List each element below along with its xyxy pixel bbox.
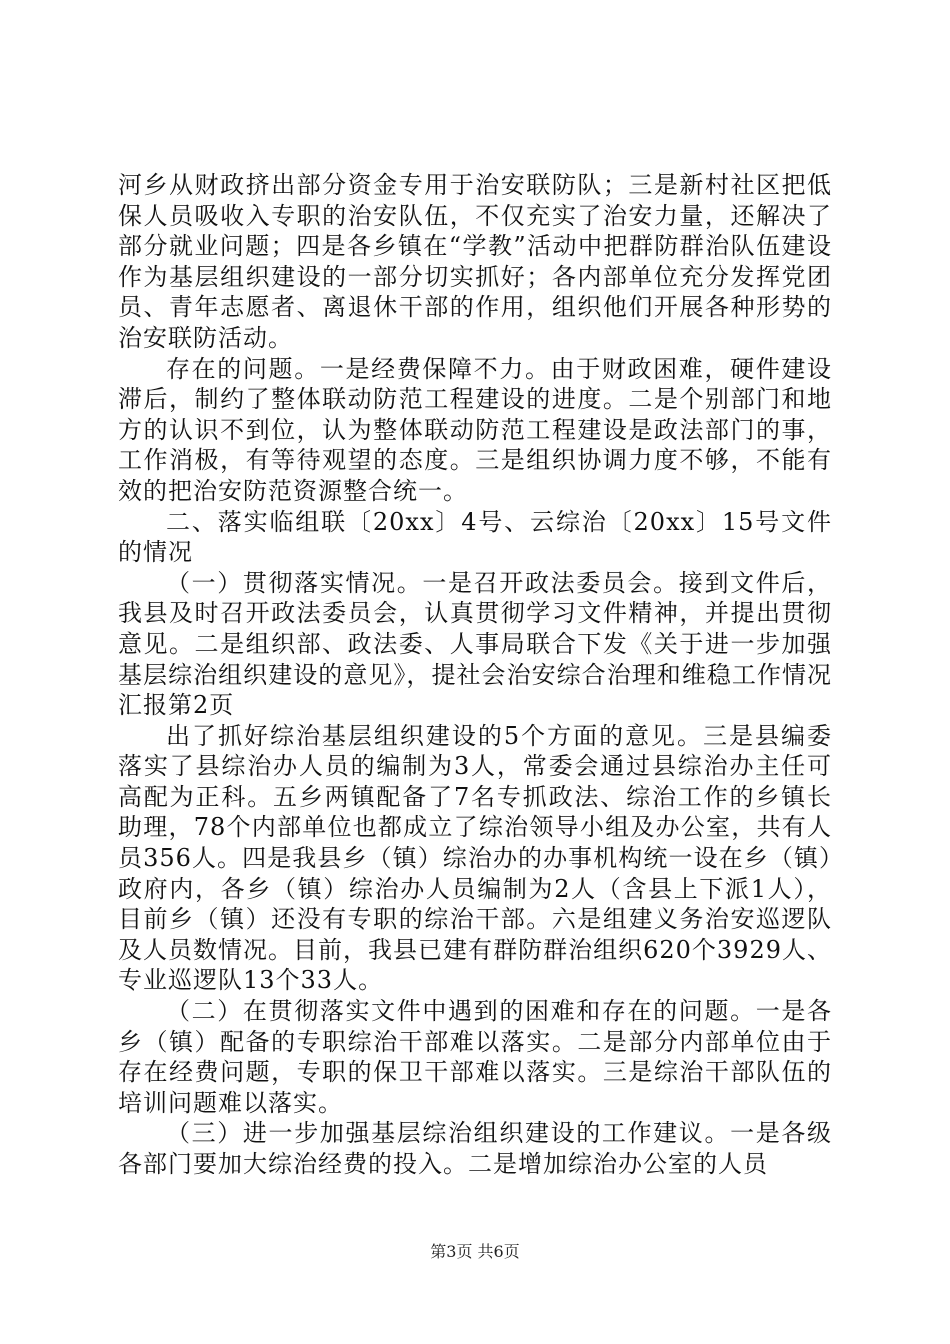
paragraph: （一）贯彻落实情况。一是召开政法委员会。接到文件后，我县及时召开政法委员会，认真贯彻学习文件精神，并提出贯彻意见。二是组织部、政法委、人事局联合下发《关于进一步加强基层综治组织建设的意见》，提社会治安综合治理和维稳工作情况汇报第2页 (118, 568, 832, 720)
document-body (118, 170, 832, 1180)
page-number-footer: 第3页 共6页 (430, 1242, 520, 1261)
paragraph: 存在的问题。一是经费保障不力。由于财政困难，硬件建设滞后，制约了整体联动防范工程建设的进度。二是个别部门和地方的认识不到位，认为整体联动防范工程建设是政法部门的事，工作消极，有等待观望的态度。三是组织协调力度不够，不能有效的把治安防范资源整合统一。 (118, 354, 832, 505)
section-heading: 二、落实临组联〔20xx〕4号、云综治〔20xx〕15号文件的情况 (118, 507, 832, 567)
paragraph: 出了抓好综治基层组织建设的5个方面的意见。三是县编委落实了县综治办人员的编制为3人，常委会通过县综治办主任可高配为正科。五乡两镇配备了7名专抓政法、综治工作的乡镇长助理，78个内部单位也都成立了综治领导小组及办公室，共有人员356人。四是我县乡（镇）综治办的办事机构统一设在乡（镇）政府内，各乡（镇）综治办人员编制为2人（含县上下派1人），目前乡（镇）还没有专职的综治干部。六是组建义务治安巡逻队及人员数情况。目前，我县已建有群防群治组织620个3929人、专业巡逻队13个33人。 (118, 721, 832, 995)
paragraph: （三）进一步加强基层综治组织建设的工作建议。一是各级各部门要加大综治经费的投入。二是增加综治办公室的人员 (118, 1119, 832, 1178)
paragraph: 河乡从财政挤出部分资金专用于治安联防队；三是新村社区把低保人员吸收入专职的治安队伍，不仅充实了治安力量，还解决了部分就业问题；四是各乡镇在“学教”活动中把群防群治队伍建设作为基层组织建设的一部分切实抓好；各内部单位充分发挥党团员、青年志愿者、离退休干部的作用，组织他们开展各种形势的治安联防活动。 (118, 171, 832, 352)
paragraph: （二）在贯彻落实文件中遇到的困难和存在的问题。一是各乡（镇）配备的专职综治干部难以落实。二是部分内部单位由于存在经费问题，专职的保卫干部难以落实。三是综治干部队伍的培训问题难以落实。 (118, 997, 832, 1117)
